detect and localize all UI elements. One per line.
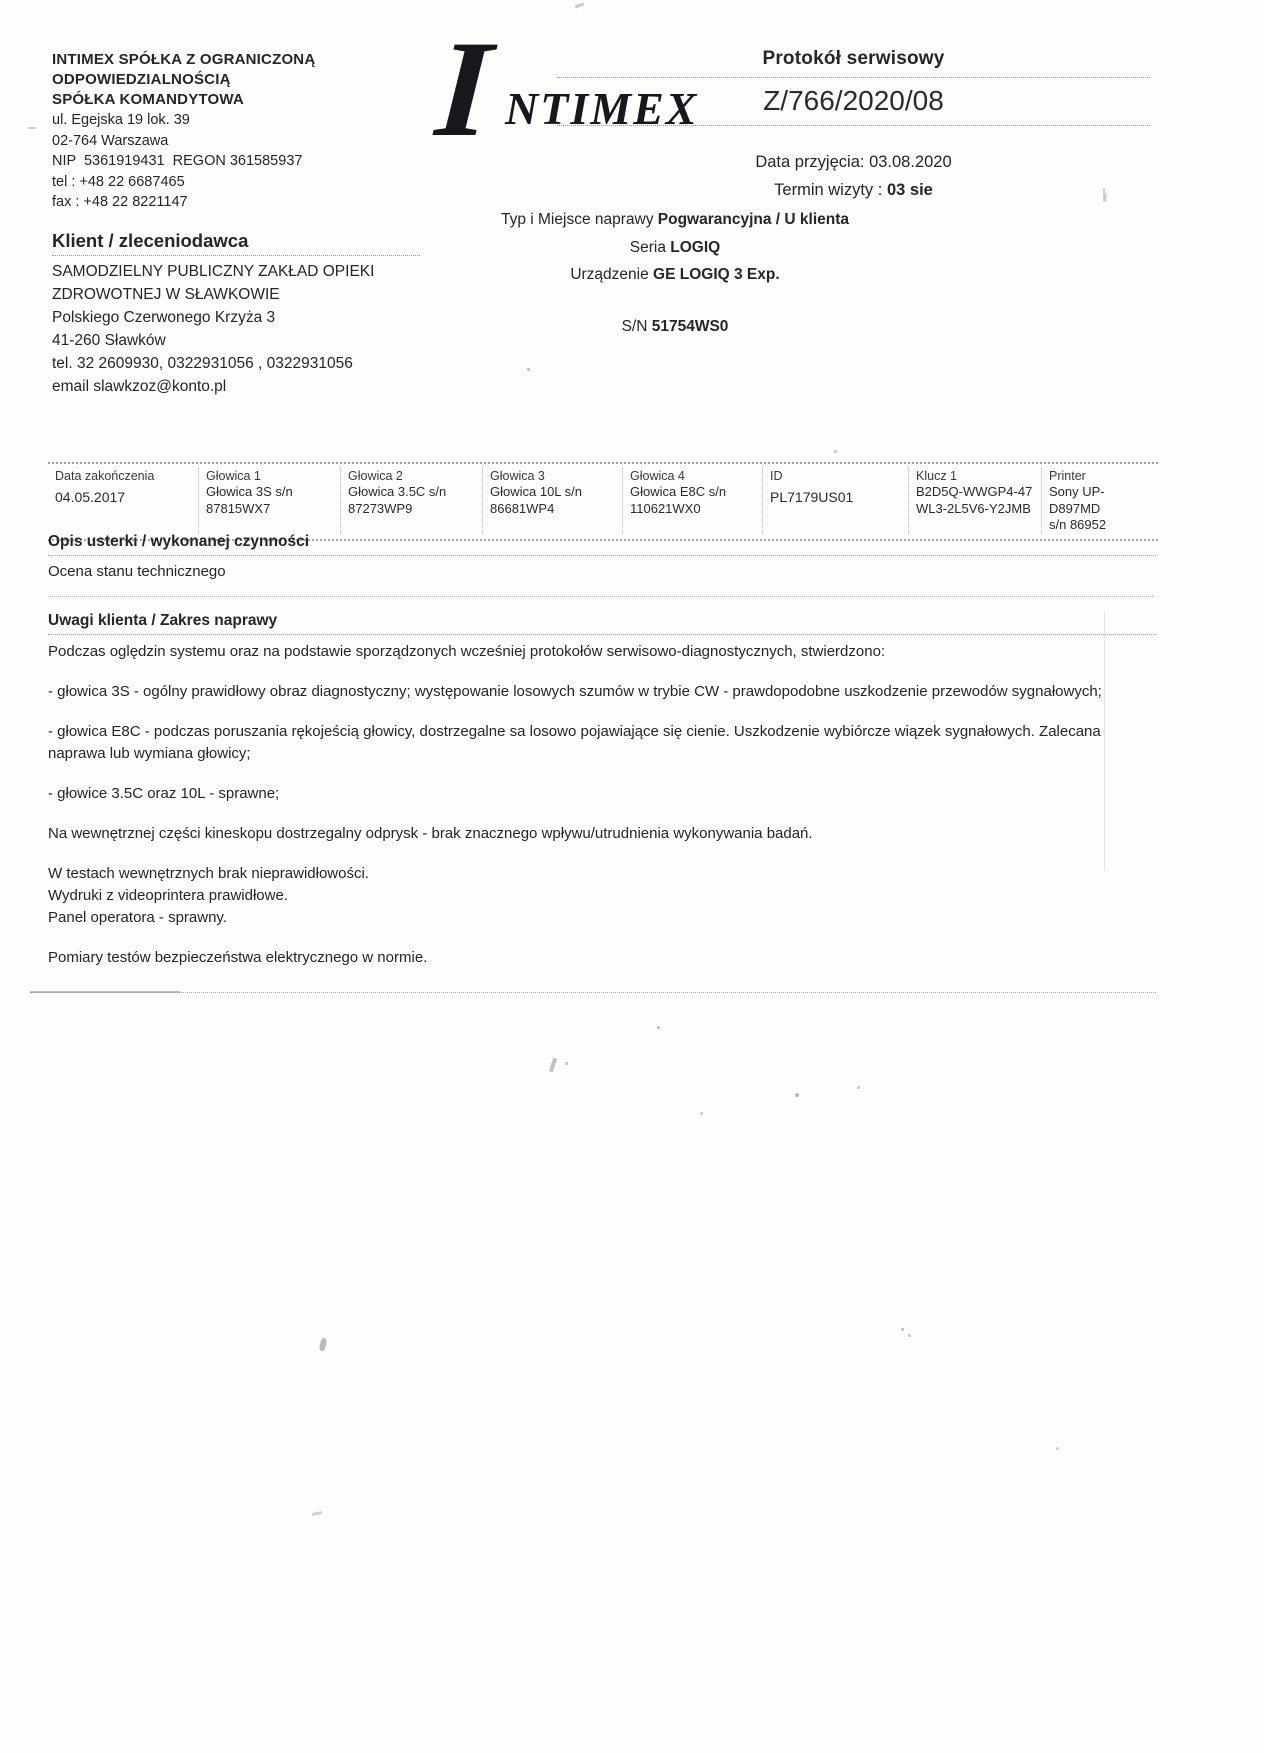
closing-divider-dark-segment (30, 991, 180, 993)
remarks-body (48, 641, 1156, 969)
col-header: Klucz 1 (916, 469, 957, 483)
scan-artifact (700, 1112, 703, 1115)
series-value: LOGIQ (670, 238, 721, 256)
scan-artifact (908, 1334, 911, 1337)
table-col-completion-date (48, 468, 198, 534)
fault-section-heading: Opis usterki / wykonanej czynności (48, 531, 1156, 556)
remarks-paragraph: Panel operatora - sprawny. (48, 909, 227, 926)
col-value: 110621WX0 (630, 500, 701, 516)
logo-wordmark: NTIMEX (505, 83, 699, 134)
company-name-line: SPÓŁKA KOMANDYTOWA (52, 91, 244, 108)
col-value: Głowica 10L s/n (490, 484, 583, 499)
acceptance-date-label: Data przyjęcia: (755, 153, 865, 171)
repair-type-label: Typ i Miejsce naprawy (500, 211, 654, 228)
scan-artifact (565, 1062, 568, 1065)
protocol-title: Protokół serwisowy (557, 48, 1150, 78)
company-name-line: ODPOWIEDZIALNOŚCIĄ (52, 71, 231, 88)
remarks-paragraph: Podczas oględzin systemu oraz na podstawie sporządzonych wcześniej protokołów serwisowo-diagnostycznych, stwierdzono: (48, 643, 886, 660)
col-value: 86681WP4 (490, 500, 555, 516)
scan-artifact (527, 368, 530, 371)
col-value: Głowica E8C s/n (630, 484, 727, 499)
series-line (430, 237, 920, 258)
fault-description-section (48, 531, 1156, 582)
remarks-paragraph: - głowica E8C - podczas poruszania rękojeścią głowicy, dostrzegalne sa losowo pojawiające się cienie. Uszkodzenie wybiórcze wiązek sygnałowych. Zalecana naprawa lub wymiana głowicy; (48, 723, 1101, 762)
protocol-header (557, 48, 1150, 200)
equipment-table (48, 462, 1158, 541)
company-address-line: fax : +48 22 8221147 (52, 194, 188, 210)
repair-type-line (430, 209, 920, 230)
remarks-paragraph: Pomiary testów bezpieczeństwa elektrycznego w normie. (48, 949, 428, 966)
scan-artifact (1104, 193, 1107, 201)
scan-artifact (795, 1093, 799, 1097)
serial-number-value: 51754WS0 (651, 318, 729, 335)
col-value: Głowica 3S s/n (206, 484, 293, 499)
scan-artifact (901, 1328, 904, 1331)
col-header: Printer (1049, 469, 1086, 483)
col-value: Głowica 3.5C s/n (348, 484, 447, 499)
remarks-paragraph: Wydruki z videoprintera prawidłowe. (48, 887, 288, 904)
client-phone-line: tel. 32 2609930, 0322931056 , 0322931056 (52, 355, 353, 372)
col-value: 87815WX7 (206, 500, 271, 516)
section-divider (48, 596, 1153, 597)
col-value: 87273WP9 (348, 500, 413, 516)
table-col-id (762, 468, 908, 534)
remarks-section-heading: Uwagi klienta / Zakres naprawy (48, 610, 1156, 635)
scan-artifact (1104, 612, 1105, 870)
scan-artifact (312, 1511, 322, 1516)
fault-text: Ocena stanu technicznego (48, 563, 226, 580)
col-value: WL3-2L5V6-Y2JMB (916, 500, 1031, 516)
visit-date-value: 03 sie (886, 181, 933, 199)
col-header: Głowica 3 (490, 469, 545, 483)
device-label: Urządzenie (570, 266, 649, 283)
scan-artifact (857, 1086, 860, 1089)
protocol-number: Z/766/2020/08 (557, 78, 1150, 126)
col-header: Data zakończenia (55, 469, 155, 483)
company-header (52, 50, 442, 213)
scan-artifact (28, 127, 36, 129)
serial-number-line (430, 318, 920, 336)
repair-type-value: Pogwarancyjna / U klienta (657, 211, 850, 228)
table-col-probe-1 (198, 468, 340, 534)
col-value: Sony UP-D897MD (1049, 484, 1105, 516)
scan-artifact (549, 1058, 557, 1073)
client-line: Polskiego Czerwonego Krzyża 3 (52, 309, 276, 326)
remarks-paragraph: Na wewnętrznej części kineskopu dostrzegalny odprysk - brak znacznego wpływu/utrudnienia wykonywania badań. (48, 825, 813, 842)
table-col-printer (1041, 468, 1158, 534)
col-header: ID (770, 469, 783, 483)
col-value: B2D5Q-WWGP4-47 (916, 484, 1033, 499)
client-line: ZDROWOTNEJ W SŁAWKOWIE (52, 286, 280, 303)
col-header: Głowica 2 (348, 469, 403, 483)
client-section-heading: Klient / zleceniodawca (52, 230, 420, 256)
col-value: PL7179US01 (770, 489, 854, 505)
scan-artifact (319, 1337, 328, 1351)
table-col-key-1 (908, 468, 1041, 534)
col-header: Głowica 1 (206, 469, 261, 483)
client-email-line: email slawkzoz@konto.pl (52, 378, 227, 395)
table-col-probe-3 (482, 468, 622, 534)
scan-artifact (834, 450, 837, 453)
col-value: 04.05.2017 (55, 489, 126, 505)
company-address-line: NIP 5361919431 REGON 361585937 (52, 153, 303, 169)
remarks-paragraph: - głowice 3.5C oraz 10L - sprawne; (48, 785, 280, 802)
table-col-probe-4 (622, 468, 762, 534)
remarks-section (48, 610, 1156, 987)
scan-artifact (575, 3, 584, 9)
scan-artifact (1056, 1447, 1059, 1450)
repair-info (430, 209, 920, 292)
company-address-line: tel : +48 22 6687465 (52, 173, 185, 190)
company-address-line: 02-764 Warszawa (52, 132, 169, 149)
client-line: 41-260 Sławków (52, 332, 166, 349)
visit-date-label: Termin wizyty : (774, 181, 883, 199)
logo-initial-letter: I (431, 12, 497, 165)
acceptance-date-value: 03.08.2020 (869, 153, 952, 171)
client-section (52, 230, 482, 398)
remarks-paragraph: - głowica 3S - ogólny prawidłowy obraz diagnostyczny; występowanie losowych szumów w trybie CW - prawdopodobne uszkodzenie przewodów sygnałowych; (48, 683, 1102, 700)
col-value: s/n 86952 (1049, 517, 1107, 532)
company-name-line: INTIMEX SPÓŁKA Z OGRANICZONĄ (52, 51, 316, 68)
acceptance-date-line (557, 153, 1150, 172)
scan-artifact (657, 1026, 660, 1029)
visit-date-line (557, 181, 1150, 200)
remarks-paragraph: W testach wewnętrznych brak nieprawidłowości. (48, 865, 369, 882)
client-line: SAMODZIELNY PUBLICZNY ZAKŁAD OPIEKI (52, 263, 375, 280)
serial-number-label: S/N (621, 318, 648, 335)
closing-divider (30, 992, 1156, 993)
col-header: Głowica 4 (630, 469, 685, 483)
company-address-line: ul. Egejska 19 lok. 39 (52, 112, 190, 128)
series-label: Seria (629, 238, 666, 256)
device-value: GE LOGIQ 3 Exp. (653, 266, 780, 283)
device-line (430, 264, 920, 285)
table-col-probe-2 (340, 468, 482, 534)
